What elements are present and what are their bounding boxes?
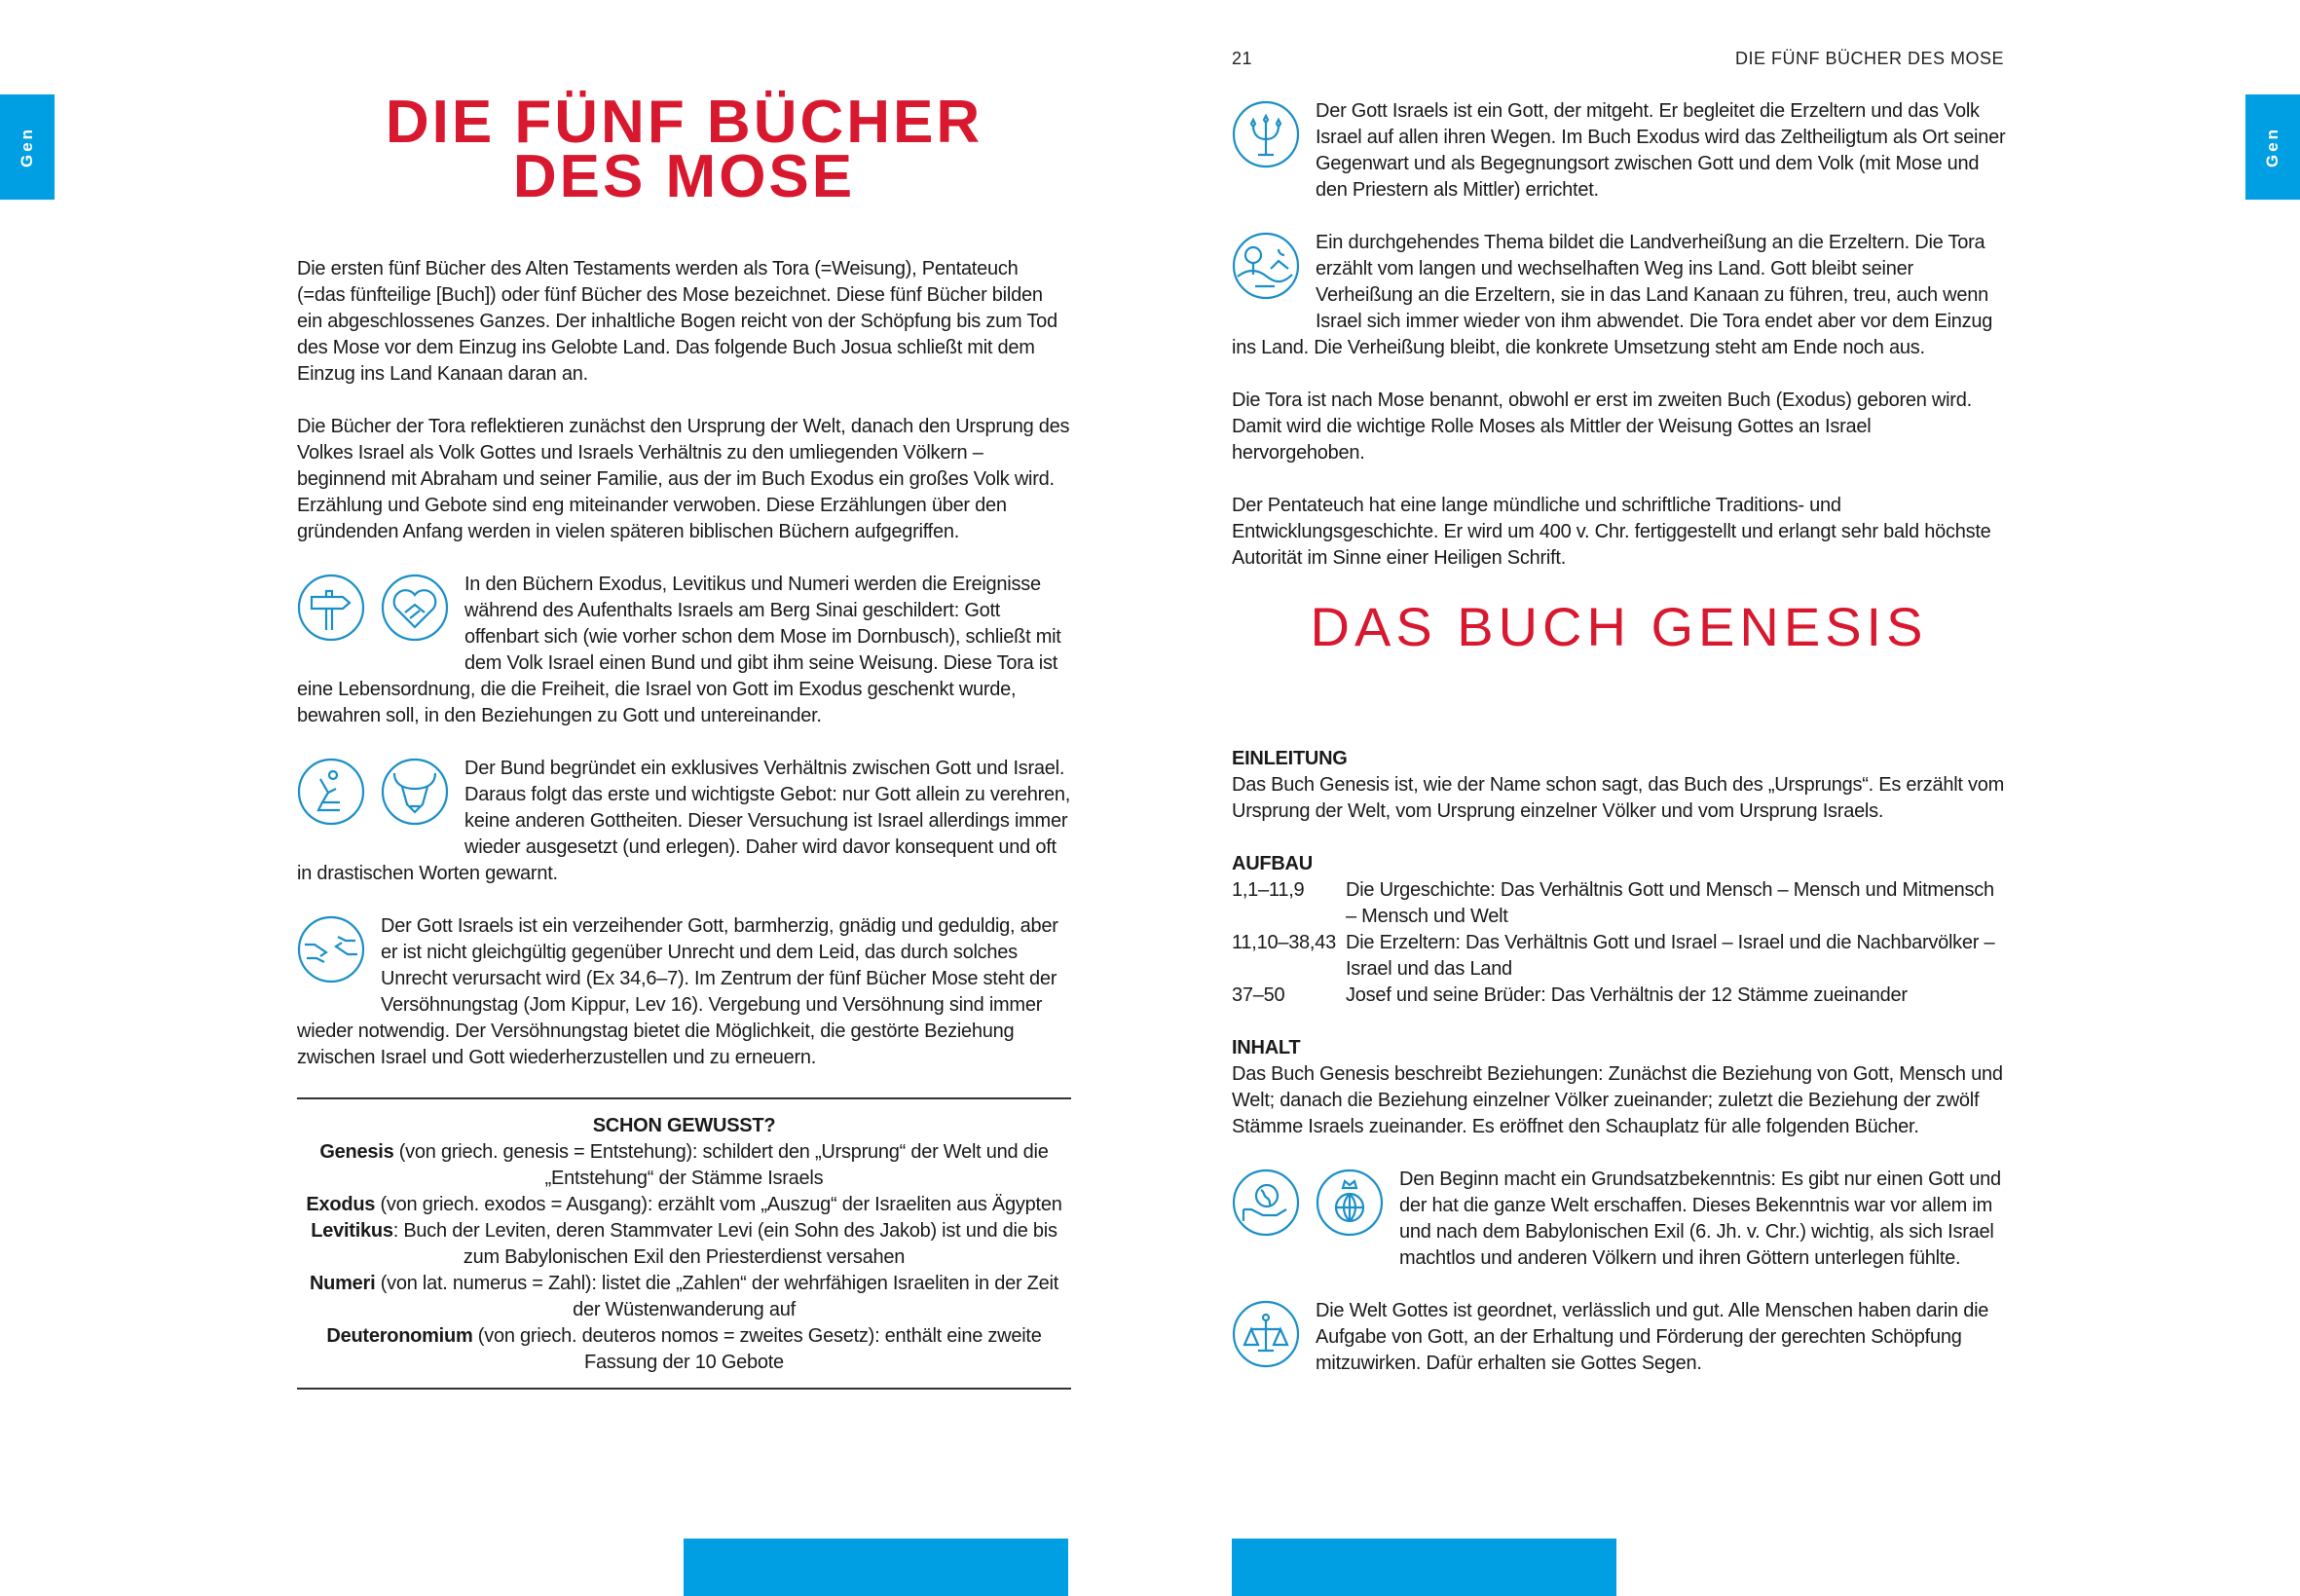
- landscape-icon: [1232, 232, 1300, 300]
- table-row: 37–50 Josef und seine Brüder: Das Verhältnis der 12 Stämme zueinander: [1232, 984, 1908, 1006]
- icon-paragraph: [1232, 98, 2006, 204]
- icon-paragraph: [297, 913, 1071, 1071]
- book-tab-label: Gen: [2263, 126, 2281, 168]
- section-heading: EINLEITUNG: [1232, 748, 1348, 769]
- paragraph: Den Beginn macht ein Grundsatzbekenntnis: Es gibt nur einen Gott und der hat die ganze Welt erschaffen. Dieses Bekenntnis war vor allem im und nach dem Babylonischen Exil (6. Jh. v. Chr.) wichtig, als sich Israel machtlos und anderen Völkern und ihren Göttern unterlegen fühlte.: [1399, 1169, 2001, 1269]
- table-row: 11,10–38,43 Die Erzeltern: Das Verhältnis Gott und Israel – Israel und die Nachbarvölker – Israel und das Land: [1232, 932, 1995, 980]
- paragraph: In den Büchern Exodus, Levitikus und Numeri werden die Ereignisse während des Aufenthalts Israels am Berg Sinai geschildert: Gott offenbart sich (wie vorher schon dem Mose im Dornbusch), schließt mit dem Volk Israel einen Bund und gibt ihm seine Weisung. Diese Tora ist eine Lebensordnung, die die Freiheit, die Israel von Gott im Exodus geschenkt wurde, bewahren soll, in den Beziehungen zu Gott und untereinander.: [297, 574, 1061, 726]
- paragraph: Das Buch Genesis ist, wie der Name schon sagt, das Buch des „Ursprungs“. Es erzählt vom Ursprung der Welt, vom Ursprung einzelner Völker und vom Ursprung Israels.: [1232, 774, 2005, 822]
- icon-paragraph: [1232, 1298, 2006, 1377]
- paragraph: Die Welt Gottes ist geordnet, verlässlich und gut. Alle Menschen haben darin die Aufgabe von Gott, an der Erhaltung und Förderung der gerechten Schöpfung mitzuwirken. Dafür erhalten sie Gottes Segen.: [1316, 1300, 1989, 1374]
- kneeling-person-icon: [297, 758, 365, 826]
- paragraph: Der Gott Israels ist ein verzeihender Gott, barmherzig, gnädig und geduldig, aber er ist nicht gleichgültig gegenüber Unrecht und dem Leid, das durch solches Unrecht verursacht wird (Ex 34,6–7). Im Zentrum der fünf Bücher Mose steht der Versöhnungstag (Jom Kippur, Lev 16). Vergebung und Versöhnung sind immer wieder notwendig. Der Versöhnungstag bietet die Möglichkeit, die gestörte Beziehung zwischen Israel und Gott wiederherzustellen und zu erneuern.: [297, 915, 1058, 1068]
- section-title: DAS BUCH GENESIS: [1310, 596, 1928, 657]
- paragraph: Der Bund begründet ein exklusives Verhältnis zwischen Gott und Israel. Daraus folgt das erste und wichtigste Gebot: nur Gott allein zu verehren, keine anderen Gottheiten. Dieser Versuchung ist Israel allerdings immer wieder ausgesetzt (und erlegen). Daher wird davor konsequent und oft in drastischen Worten gewarnt.: [297, 758, 1071, 884]
- section-heading: INHALT: [1232, 1037, 1301, 1058]
- book-tab-left[interactable]: [0, 94, 55, 200]
- footer-color-bar: [1232, 1539, 1616, 1596]
- paragraph: Das Buch Genesis beschreibt Beziehungen: Zunächst die Beziehung von Gott, Mensch und Welt; danach die Beziehung einzelner Völker zueinander; zuletzt die Beziehung der zwölf Stämme Israels zueinander. Es eröffnet den Schauplatz für alle folgenden Bücher.: [1232, 1063, 2003, 1137]
- table-row: 1,1–11,9 Die Urgeschichte: Das Verhältnis Gott und Mensch – Mensch und Mitmensch – Mensch und Welt: [1232, 879, 1994, 927]
- info-entry: Numeri (von lat. numerus = Zahl): listet die „Zahlen“ der wehrfähigen Israeliten in der Zeit der Wüstenwanderung auf: [309, 1273, 1059, 1320]
- running-head: DIE FÜNF BÜCHER DES MOSE: [1734, 49, 2004, 68]
- paragraph: Ein durchgehendes Thema bildet die Landverheißung an die Erzeltern. Die Tora erzählt vom langen und wechselhaften Weg ins Land. Gott bleibt seiner Verheißung an die Erzeltern, sie in das Land Kanaan zu führen, treu, auch wenn Israel sich immer wieder von ihm abwendet. Die Tora endet aber vor dem Einzug ins Land. Die Verheißung bleibt, die konkrete Umsetzung steht am Ende noch aus.: [1232, 232, 1993, 358]
- page-title: DIE FÜNF BÜCHER DES MOSE: [385, 89, 983, 210]
- info-box-heading: SCHON GEWUSST?: [592, 1115, 776, 1136]
- reaching-hands-icon: [297, 915, 365, 984]
- crowned-globe-icon: [1316, 1169, 1384, 1237]
- right-column: [1232, 98, 2006, 1403]
- paragraph: Der Gott Israels ist ein Gott, der mitgeht. Er begleitet die Erzeltern und das Volk Israel auf allen ihren Wegen. Im Buch Exodus wird das Zeltheiligtum als Ort seiner Gegenwart und als Begegnungsort zwischen Gott und dem Volk (mit Mose und den Priestern als Mittler) errichtet.: [1316, 100, 2006, 201]
- footer-color-bar: [684, 1539, 1068, 1596]
- structure-table: [1232, 877, 2006, 1009]
- paragraph: Die Tora ist nach Mose benannt, obwohl er erst im zweiten Buch (Exodus) geboren wird. Damit wird die wichtige Rolle Moses als Mittler der Weisung Gottes an Israel hervorgehoben.: [1232, 390, 1972, 464]
- paragraph: Die ersten fünf Bücher des Alten Testaments werden als Tora (=Weisung), Pentateuch (=das fünfteilige [Buch]) oder fünf Bücher des Mose bezeichnet. Diese fünf Bücher bilden ein abgeschlossenes Ganzes. Der inhaltliche Bogen reicht von der Schöpfung bis zum Tod des Mose vor dem Einzug ins Gelobte Land. Das folgende Buch Josua schließt mit dem Einzug ins Land Kanaan daran an.: [297, 258, 1057, 385]
- bull-head-icon: [381, 758, 449, 826]
- info-entry: Deuteronomium (von griech. deuteros nomos = zweites Gesetz): enthält eine zweite Fassung der 10 Gebote: [326, 1325, 1042, 1373]
- signpost-icon: [297, 574, 365, 642]
- book-tab-label: Gen: [18, 126, 36, 168]
- icon-paragraph: [297, 756, 1071, 887]
- info-box: [297, 1097, 1071, 1390]
- icon-paragraph: [1232, 1167, 2006, 1272]
- menorah-icon: [1232, 100, 1300, 168]
- heart-handshake-icon: [381, 574, 449, 642]
- info-entry: Levitikus: Buch der Leviten, deren Stammvater Levi (ein Sohn des Jakob) ist und die bis zum Babylonischen Exil den Priesterdienst versahen: [311, 1220, 1057, 1268]
- paragraph: Die Bücher der Tora reflektieren zunächst den Ursprung der Welt, danach den Ursprung des Volkes Israel als Volk Gottes und Israels Verhältnis zu den umliegenden Völkern – beginnend mit Abraham und seiner Familie, aus der im Buch Exodus ein großes Volk wird. Erzählung und Gebote sind eng miteinander verwoben. Diese Erzählungen über den gründenden Anfang werden in vielen späteren biblischen Büchern aufgegriffen.: [297, 416, 1070, 542]
- info-entry: Genesis (von griech. genesis = Entstehung): schildert den „Ursprung“ der Welt und die „Entstehung“ der Stämme Israels: [319, 1141, 1049, 1189]
- scales-icon: [1232, 1300, 1300, 1368]
- book-tab-right[interactable]: [2245, 94, 2300, 200]
- page-number: 21: [1232, 49, 1253, 68]
- icon-paragraph: [1232, 230, 2006, 361]
- left-column: [297, 256, 1071, 1390]
- icon-paragraph: [297, 572, 1071, 729]
- info-entry: Exodus (von griech. exodos = Ausgang): erzählt vom „Auszug“ der Israeliten aus Ägypten: [306, 1194, 1062, 1215]
- section-heading: AUFBAU: [1232, 853, 1313, 874]
- hand-globe-icon: [1232, 1169, 1300, 1237]
- paragraph: Der Pentateuch hat eine lange mündliche und schriftliche Traditions- und Entwicklungsgeschichte. Er wird um 400 v. Chr. fertiggestellt und erlangt sehr bald höchste Autorität im Sinne einer Heiligen Schrift.: [1232, 495, 1991, 569]
